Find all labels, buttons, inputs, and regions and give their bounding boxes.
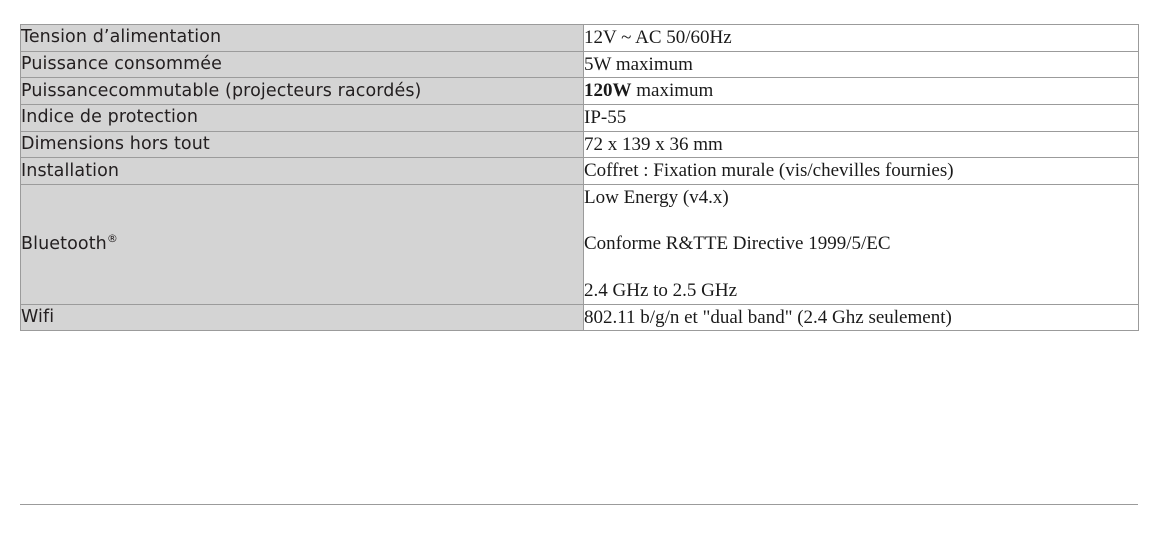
row-value-line: 72 x 139 x 36 mm xyxy=(584,133,723,155)
row-label xyxy=(21,184,584,304)
row-value-line: Conforme R&TTE Directive 1999/5/EC xyxy=(584,233,891,255)
row-value-emphasis: 120W xyxy=(584,80,632,102)
bottom-divider xyxy=(20,504,1138,505)
row-value-line: 12V ~ AC 50/60Hz xyxy=(584,27,732,48)
row-value-line: 5W maximum xyxy=(584,53,693,75)
row-value xyxy=(584,184,1139,304)
table-row xyxy=(21,158,1139,185)
row-label-text: Bluetooth xyxy=(21,233,107,254)
registered-trademark-icon: ® xyxy=(106,232,118,246)
row-value xyxy=(584,104,1139,131)
table-row xyxy=(21,184,1139,304)
row-value xyxy=(584,25,1139,52)
table-row xyxy=(21,104,1139,131)
row-value-line: Low Energy (v4.x) xyxy=(584,186,729,208)
row-value-line xyxy=(584,78,1138,104)
table-row xyxy=(21,304,1139,331)
row-value xyxy=(584,131,1139,158)
row-value-line: IP-55 xyxy=(584,106,627,128)
row-label: Puissancecommutable (projecteurs racordés) xyxy=(21,78,584,105)
table-row xyxy=(21,25,1139,52)
row-label: Dimensions hors tout xyxy=(21,131,584,158)
row-value xyxy=(584,78,1139,105)
specifications-table xyxy=(20,24,1139,331)
row-value-text: maximum xyxy=(631,80,714,102)
row-value xyxy=(584,304,1139,331)
table-row xyxy=(21,78,1139,105)
row-value xyxy=(584,158,1139,185)
row-label: Wifi xyxy=(21,304,584,331)
row-label: Indice de protection xyxy=(21,104,584,131)
row-value-line: Coffret : Fixation murale (vis/chevilles fournies) xyxy=(584,160,954,182)
row-label: Installation xyxy=(21,158,584,185)
table-row xyxy=(21,51,1139,78)
table-row xyxy=(21,131,1139,158)
row-value-line: 802.11 b/g/n et "dual band" (2.4 Ghz seulement) xyxy=(584,306,952,328)
row-label: Tension d’alimentation xyxy=(21,25,584,52)
row-label: Puissance consommée xyxy=(21,51,584,78)
row-value xyxy=(584,51,1139,78)
row-value-line: 2.4 GHz to 2.5 GHz xyxy=(584,280,738,302)
